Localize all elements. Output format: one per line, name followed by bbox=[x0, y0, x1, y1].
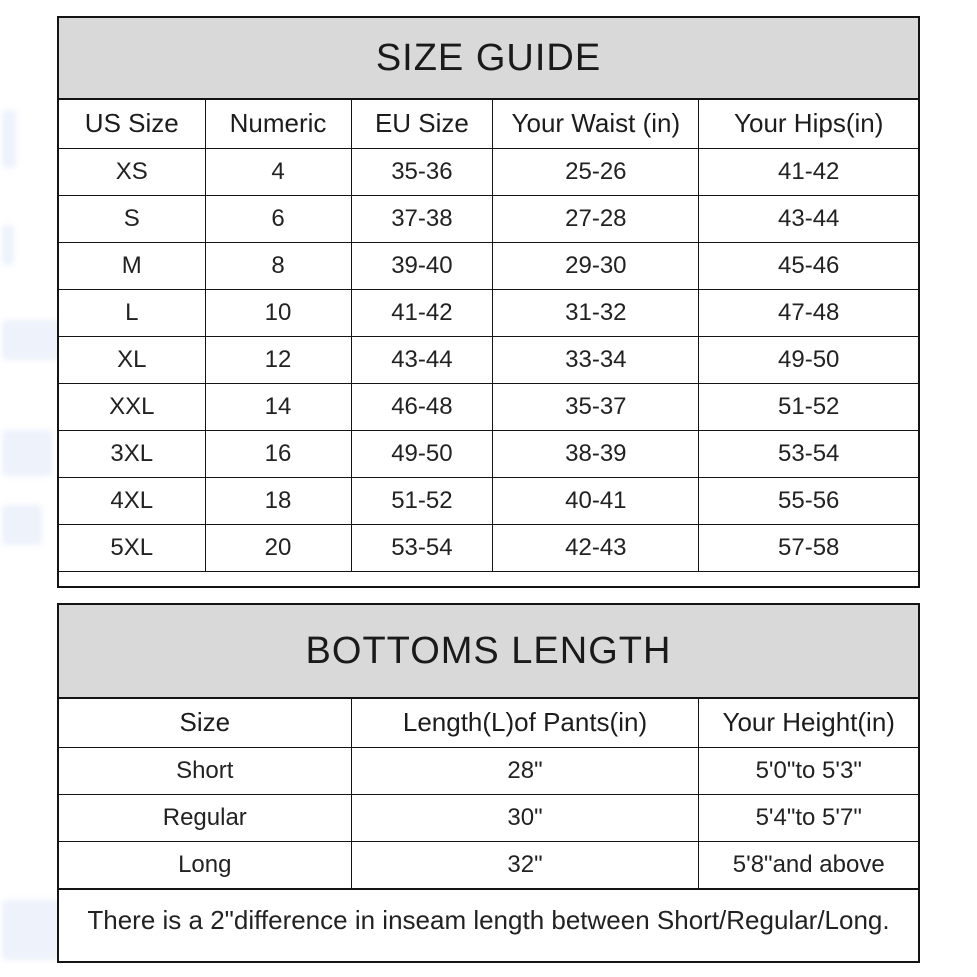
inseam-note: There is a 2"difference in inseam length between Short/Regular/Long. bbox=[59, 889, 918, 951]
cell: 49-50 bbox=[699, 336, 918, 383]
bottoms-length-title: BOTTOMS LENGTH bbox=[59, 605, 918, 699]
table-row bbox=[59, 242, 918, 289]
ghost-artifact bbox=[2, 505, 42, 545]
ghost-artifact bbox=[2, 110, 16, 168]
ghost-artifact bbox=[2, 320, 62, 360]
cell: 53-54 bbox=[351, 524, 493, 571]
cell: 5'4"to 5'7" bbox=[699, 794, 918, 841]
cell: 4XL bbox=[59, 477, 205, 524]
cell: 41-42 bbox=[351, 289, 493, 336]
cell: 27-28 bbox=[493, 195, 699, 242]
size-guide-table bbox=[57, 16, 920, 588]
cell: XXL bbox=[59, 383, 205, 430]
cell: 43-44 bbox=[699, 195, 918, 242]
size-guide-title: SIZE GUIDE bbox=[59, 18, 918, 100]
cell: XS bbox=[59, 148, 205, 195]
cell: 35-37 bbox=[493, 383, 699, 430]
cell: 47-48 bbox=[699, 289, 918, 336]
cell: XL bbox=[59, 336, 205, 383]
cell: 57-58 bbox=[699, 524, 918, 571]
cell: M bbox=[59, 242, 205, 289]
header-row bbox=[59, 699, 918, 747]
cell: 35-36 bbox=[351, 148, 493, 195]
table-row bbox=[59, 383, 918, 430]
cell: 40-41 bbox=[493, 477, 699, 524]
column-header: EU Size bbox=[351, 100, 493, 148]
cell: 53-54 bbox=[699, 430, 918, 477]
cell: 43-44 bbox=[351, 336, 493, 383]
cell: Regular bbox=[59, 794, 351, 841]
cell: 41-42 bbox=[699, 148, 918, 195]
column-header: US Size bbox=[59, 100, 205, 148]
bottoms-length-table bbox=[57, 603, 920, 963]
table-row bbox=[59, 841, 918, 888]
cell: 38-39 bbox=[493, 430, 699, 477]
cell: 16 bbox=[205, 430, 351, 477]
cell: 30" bbox=[351, 794, 699, 841]
ghost-artifact bbox=[2, 900, 62, 960]
cell: 28" bbox=[351, 747, 699, 794]
cell: 55-56 bbox=[699, 477, 918, 524]
cell: 18 bbox=[205, 477, 351, 524]
cell: 6 bbox=[205, 195, 351, 242]
column-header: Your Height(in) bbox=[699, 699, 918, 747]
cell: 14 bbox=[205, 383, 351, 430]
ghost-artifact bbox=[2, 225, 14, 265]
cell: Short bbox=[59, 747, 351, 794]
column-header: Your Hips(in) bbox=[699, 100, 918, 148]
cell: 29-30 bbox=[493, 242, 699, 289]
header-row bbox=[59, 100, 918, 148]
cell: 25-26 bbox=[493, 148, 699, 195]
table-row bbox=[59, 524, 918, 571]
table-row bbox=[59, 747, 918, 794]
cell: 45-46 bbox=[699, 242, 918, 289]
table-row bbox=[59, 336, 918, 383]
cell: 12 bbox=[205, 336, 351, 383]
cell: 31-32 bbox=[493, 289, 699, 336]
ghost-artifact bbox=[2, 430, 52, 476]
bottoms-length-grid bbox=[59, 699, 918, 889]
table-row bbox=[59, 289, 918, 336]
cell: 51-52 bbox=[699, 383, 918, 430]
cell: S bbox=[59, 195, 205, 242]
column-header: Numeric bbox=[205, 100, 351, 148]
column-header: Length(L)of Pants(in) bbox=[351, 699, 699, 747]
table-row bbox=[59, 148, 918, 195]
cell: 10 bbox=[205, 289, 351, 336]
column-header: Size bbox=[59, 699, 351, 747]
table-row bbox=[59, 430, 918, 477]
cell: 32" bbox=[351, 841, 699, 888]
cell: 37-38 bbox=[351, 195, 493, 242]
cell: 8 bbox=[205, 242, 351, 289]
cell: 4 bbox=[205, 148, 351, 195]
cell: 5XL bbox=[59, 524, 205, 571]
cell: 33-34 bbox=[493, 336, 699, 383]
size-guide-grid bbox=[59, 100, 918, 572]
cell: 42-43 bbox=[493, 524, 699, 571]
column-header: Your Waist (in) bbox=[493, 100, 699, 148]
cell: 46-48 bbox=[351, 383, 493, 430]
cell: 20 bbox=[205, 524, 351, 571]
table-row bbox=[59, 195, 918, 242]
cell: 5'8"and above bbox=[699, 841, 918, 888]
cell: 39-40 bbox=[351, 242, 493, 289]
cell: 51-52 bbox=[351, 477, 493, 524]
table-row bbox=[59, 794, 918, 841]
cell: 3XL bbox=[59, 430, 205, 477]
cell: L bbox=[59, 289, 205, 336]
cell: 49-50 bbox=[351, 430, 493, 477]
table-row bbox=[59, 477, 918, 524]
cell: Long bbox=[59, 841, 351, 888]
cell: 5'0"to 5'3" bbox=[699, 747, 918, 794]
